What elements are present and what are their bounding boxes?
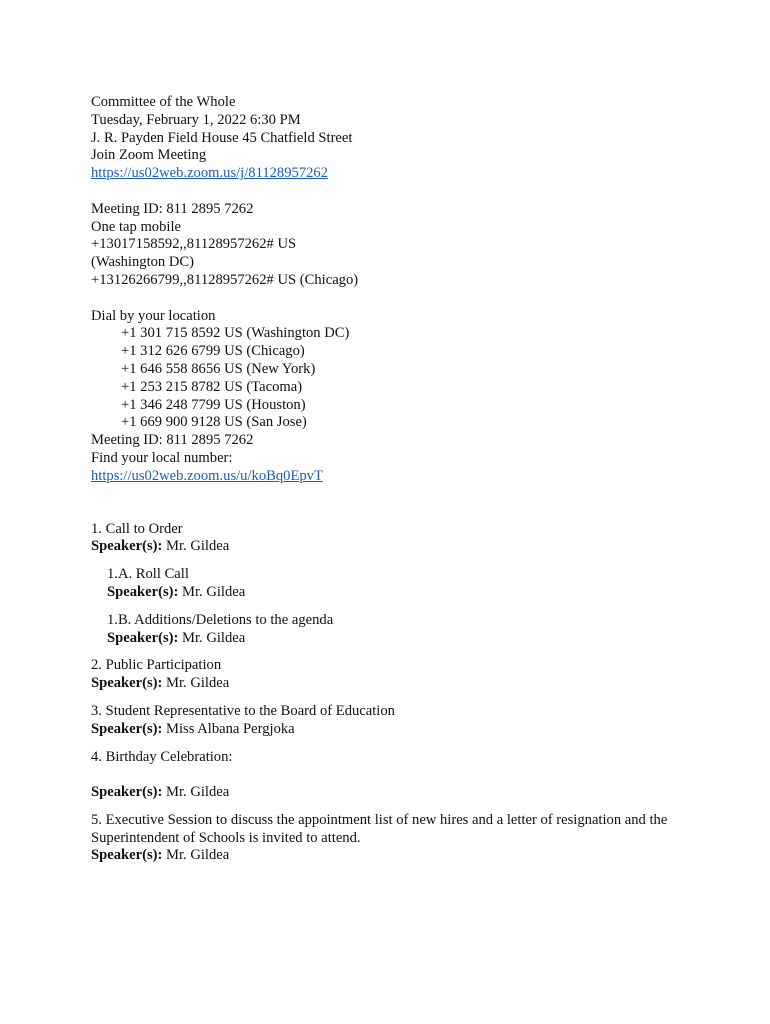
dial-number: +1 301 715 8592 US (Washington DC)	[121, 325, 350, 342]
agenda-item-speaker	[91, 784, 691, 802]
dial-number: +1 646 558 8656 US (New York)	[121, 360, 316, 377]
agenda-item-speaker	[107, 630, 691, 648]
dial-by-location-label: Dial by your location	[91, 307, 216, 324]
agenda-item	[91, 566, 691, 602]
speaker-label: Speaker(s):	[91, 538, 163, 555]
speaker-name: Mr. Gildea	[182, 583, 246, 600]
agenda-item-title: 3. Student Representative to the Board of Education	[91, 702, 395, 719]
speaker-name: Mr. Gildea	[166, 538, 230, 555]
agenda-item	[91, 749, 691, 802]
speaker-label: Speaker(s):	[107, 583, 179, 600]
agenda-item-title: 5. Executive Session to discuss the appointment list of new hires and a letter of resignation and the Superintendent of Schools is invited to attend.	[91, 811, 668, 846]
meeting-id: Meeting ID: 811 2895 7262	[91, 200, 254, 217]
agenda-document	[91, 94, 691, 865]
speaker-label: Speaker(s):	[91, 720, 163, 737]
agenda-item-title: 1.A. Roll Call	[107, 566, 189, 583]
agenda-item	[91, 812, 691, 865]
dial-number: +1 253 215 8782 US (Tacoma)	[121, 378, 303, 395]
local-number-link[interactable]: https://us02web.zoom.us/u/koBq0EpvT	[91, 467, 323, 484]
speaker-label: Speaker(s):	[91, 784, 163, 801]
speaker-name: Mr. Gildea	[166, 847, 230, 864]
agenda-item-title: 2. Public Participation	[91, 657, 222, 674]
meeting-name: Committee of the Whole	[91, 94, 236, 110]
dial-number: +1 346 248 7799 US (Houston)	[121, 396, 306, 413]
agenda-item-speaker	[91, 675, 691, 693]
zoom-join-link[interactable]: https://us02web.zoom.us/j/81128957262	[91, 165, 329, 182]
agenda-item-speaker	[91, 721, 691, 739]
meeting-date-time: Tuesday, February 1, 2022 6:30 PM	[91, 111, 301, 128]
agenda-item-speaker	[107, 584, 691, 602]
agenda-item-title: 1. Call to Order	[91, 520, 183, 537]
one-tap-number-2: +13126266799,,81128957262# US (Chicago)	[91, 271, 359, 288]
one-tap-number-1: +13017158592,,81128957262# US	[91, 236, 297, 253]
agenda-item-speaker	[91, 538, 691, 556]
speaker-name: Mr. Gildea	[166, 675, 230, 692]
speaker-label: Speaker(s):	[107, 629, 179, 646]
join-zoom-label: Join Zoom Meeting	[91, 147, 207, 164]
speaker-label: Speaker(s):	[91, 675, 163, 692]
agenda-item-title: 1.B. Additions/Deletions to the agenda	[107, 611, 334, 628]
agenda-item	[91, 703, 691, 739]
meeting-location: J. R. Payden Field House 45 Chatfield Street	[91, 129, 353, 146]
agenda-item	[91, 657, 691, 693]
meeting-id-repeat: Meeting ID: 811 2895 7262	[91, 432, 254, 449]
dial-number: +1 312 626 6799 US (Chicago)	[121, 343, 305, 360]
speaker-label: Speaker(s):	[91, 847, 163, 864]
dial-number: +1 669 900 9128 US (San Jose)	[121, 414, 307, 431]
one-tap-label: One tap mobile	[91, 218, 181, 235]
agenda-item-title: 4. Birthday Celebration:	[91, 748, 233, 765]
agenda-item	[91, 521, 691, 557]
agenda-item	[91, 612, 691, 648]
one-tap-number-1-location: (Washington DC)	[91, 254, 194, 271]
speaker-name: Miss Albana Pergjoka	[166, 720, 295, 737]
agenda-item-speaker	[91, 847, 691, 865]
find-local-number-label: Find your local number:	[91, 449, 233, 466]
speaker-name: Mr. Gildea	[182, 629, 246, 646]
speaker-name: Mr. Gildea	[166, 784, 230, 801]
